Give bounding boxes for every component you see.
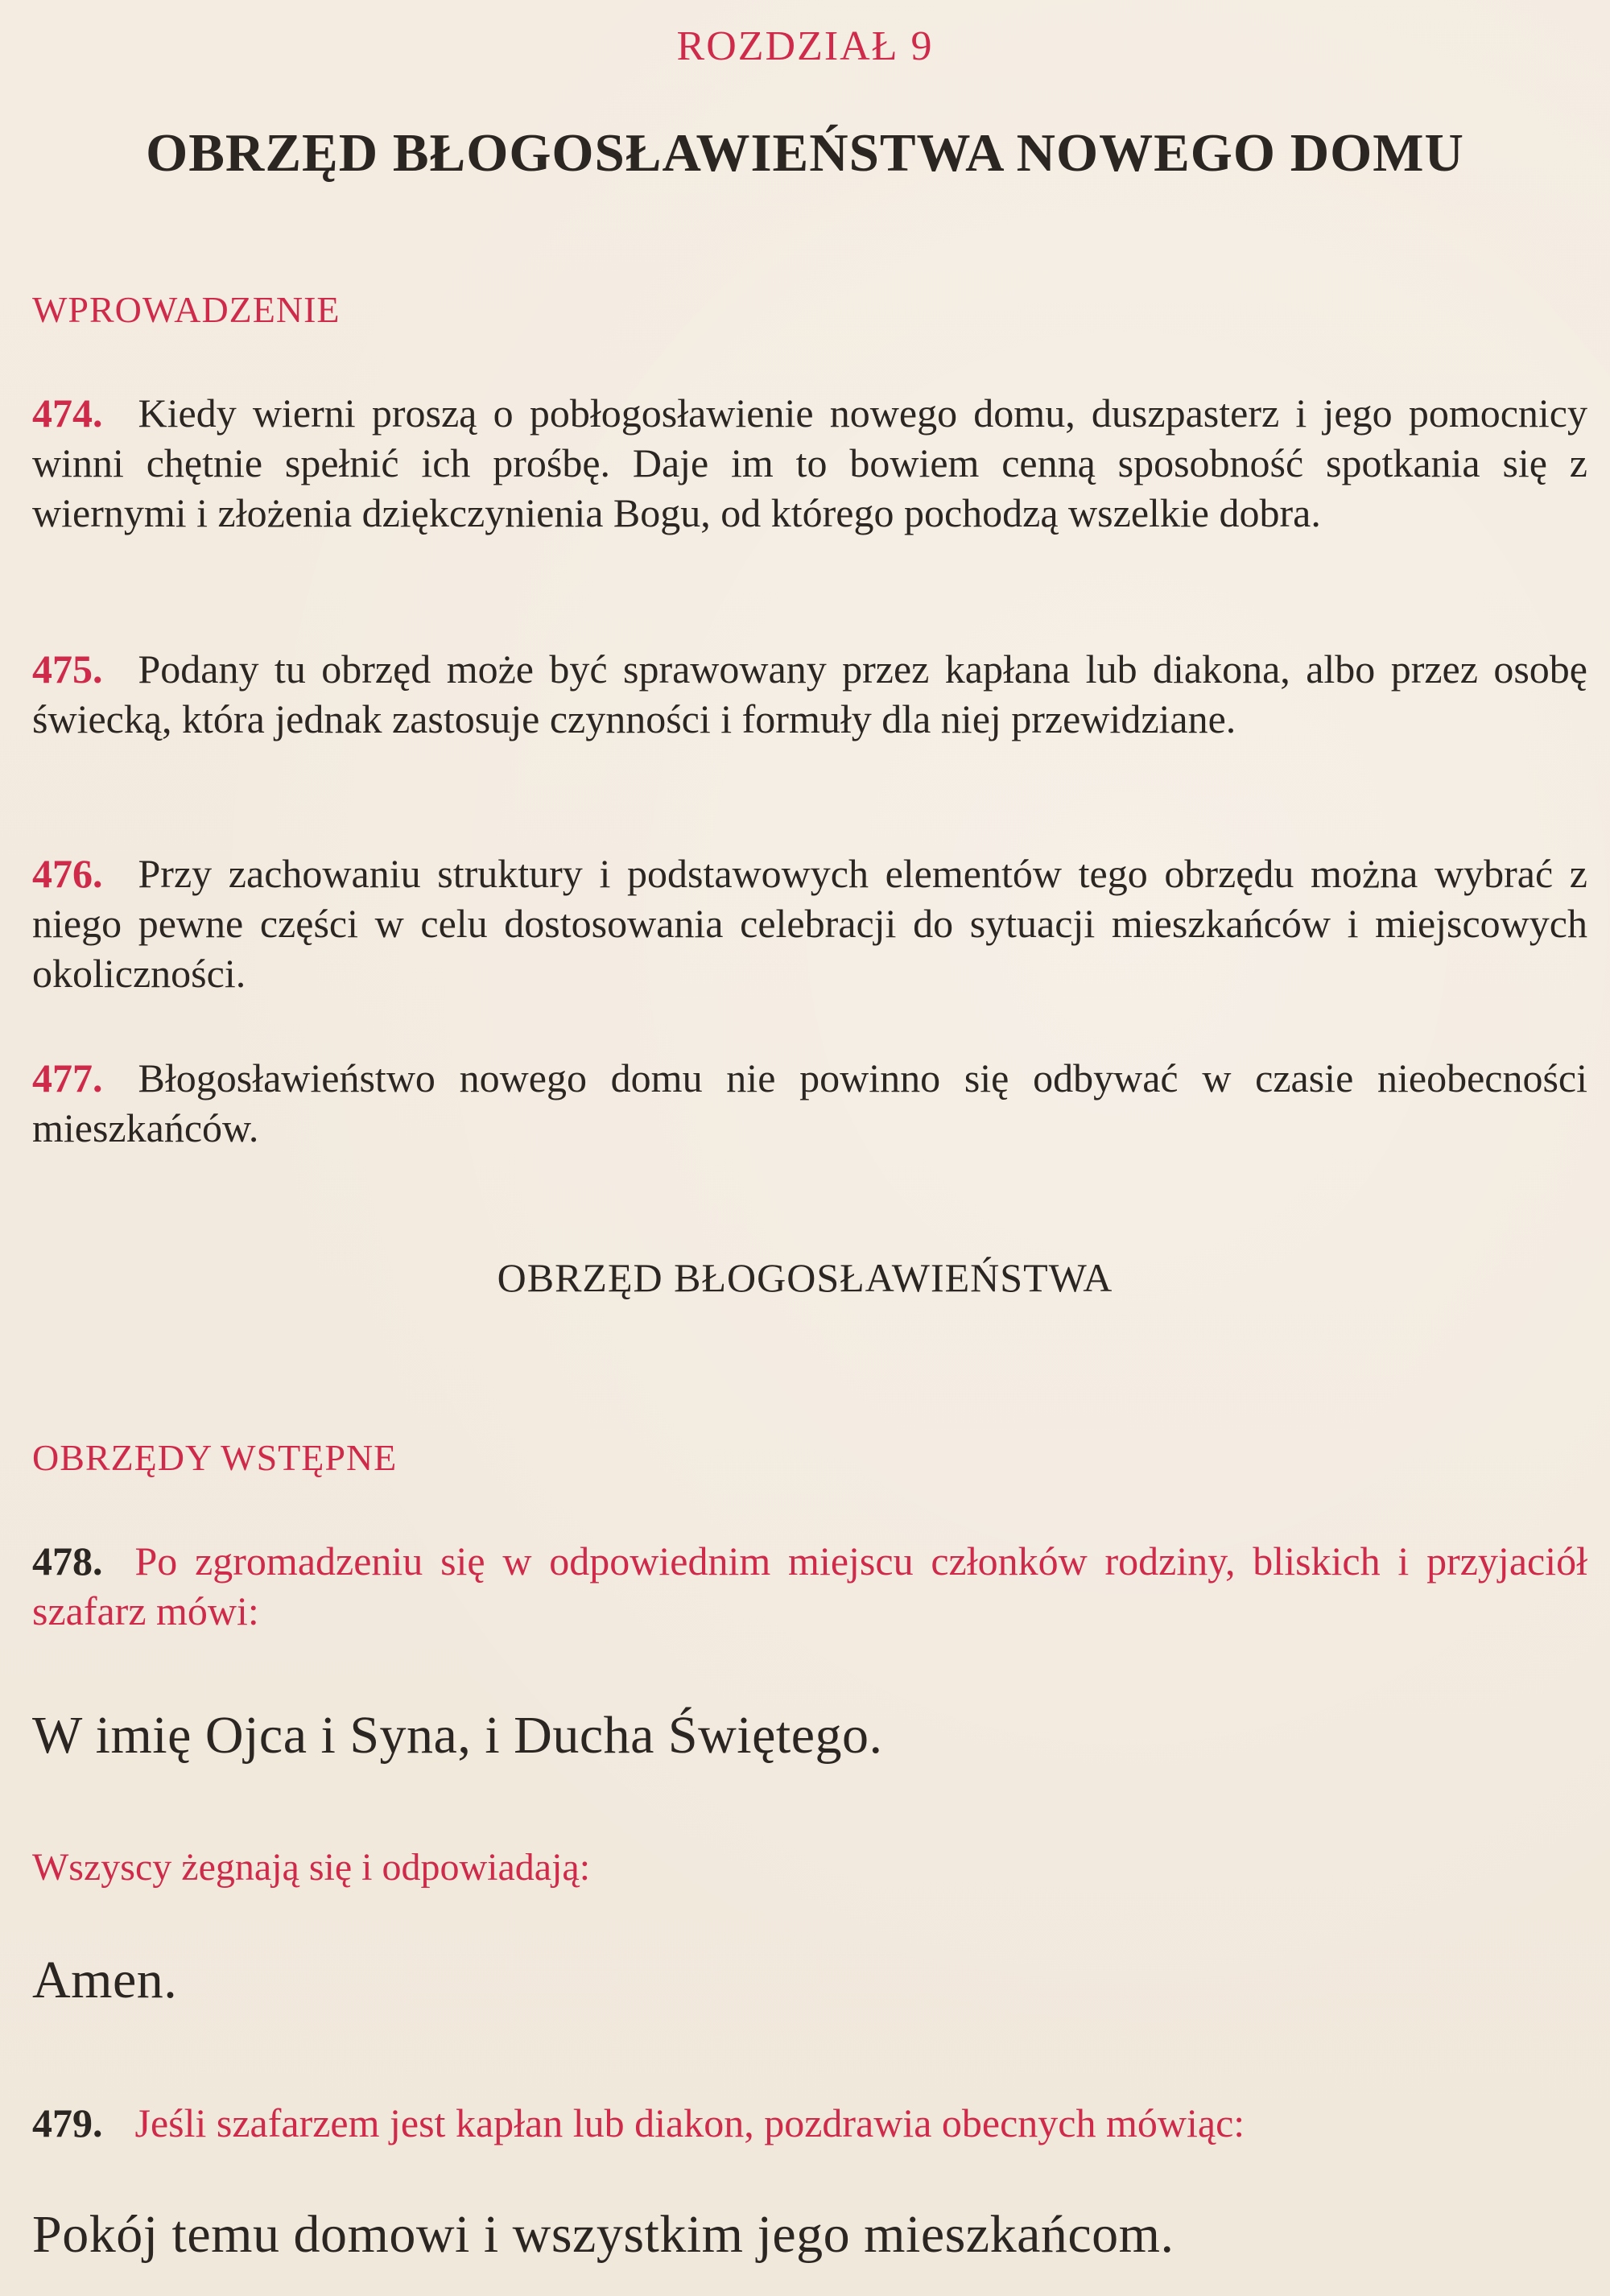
rubric-response: Wszyscy żegnają się i odpowiadają: xyxy=(32,1846,591,1889)
paragraph-475 xyxy=(32,644,1587,744)
paragraph-text: Przy zachowaniu struktury i podstawowych elementów tego obrzędu można wybrać z niego pewne części w celu dostosowania celebracji do sytuacji mieszkańców i miejscowych okoliczności. xyxy=(32,851,1587,996)
paragraph-number: 475. xyxy=(32,646,103,692)
opening-heading: OBRZĘDY WSTĘPNE xyxy=(32,1437,398,1478)
paragraph-text: Kiedy wierni proszą o pobłogosławienie nowego domu, duszpasterz i jego pomocnicy winni chętnie spełnić ich prośbę. Daje im to bowiem cenną sposobność spotkania się z wiernymi i złożenia dziękczynienia Bogu, od którego pochodzą wszelkie dobra. xyxy=(32,390,1587,535)
paragraph-text: Podany tu obrzęd może być sprawowany przez kapłana lub diakona, albo przez osobę świecką, która jednak zastosuje czynności i formuły dla niej przewidziane. xyxy=(32,646,1587,741)
paragraph-number: 479. xyxy=(32,2100,103,2145)
paragraph-text: Jeśli szafarzem jest kapłan lub diakon, pozdrawia obecnych mówiąc: xyxy=(134,2100,1245,2145)
paragraph-476 xyxy=(32,849,1587,998)
paragraph-number: 478. xyxy=(32,1538,103,1584)
paragraph-number: 477. xyxy=(32,1055,103,1101)
page-title: OBRZĘD BŁOGOSŁAWIEŃSTWA NOWEGO DOMU xyxy=(146,123,1464,183)
rite-title: OBRZĘD BŁOGOSŁAWIEŃSTWA xyxy=(497,1255,1113,1300)
paragraph-number: 474. xyxy=(32,390,103,436)
intro-heading: WPROWADZENIE xyxy=(32,289,341,330)
prayer-greeting: Pokój temu domowi i wszystkim jego mieszkańcom. xyxy=(32,2205,1174,2264)
chapter-label: ROZDZIAŁ 9 xyxy=(676,23,934,69)
paragraph-478 xyxy=(32,1536,1587,1636)
paragraph-474 xyxy=(32,388,1587,538)
paragraph-text: Po zgromadzeniu się w odpowiednim miejscu członków rodziny, bliskich i przyjaciół szafarz mówi: xyxy=(32,1538,1587,1633)
paragraph-479 xyxy=(32,2100,1245,2146)
paragraph-477 xyxy=(32,1053,1587,1153)
prayer-sign-of-cross: W imię Ojca i Syna, i Ducha Świętego. xyxy=(32,1706,883,1765)
paragraph-number: 476. xyxy=(32,851,103,896)
response-amen: Amen. xyxy=(32,1951,178,2009)
paragraph-text: Błogosławieństwo nowego domu nie powinno się odbywać w czasie nieobecności mieszkańców. xyxy=(32,1055,1587,1150)
